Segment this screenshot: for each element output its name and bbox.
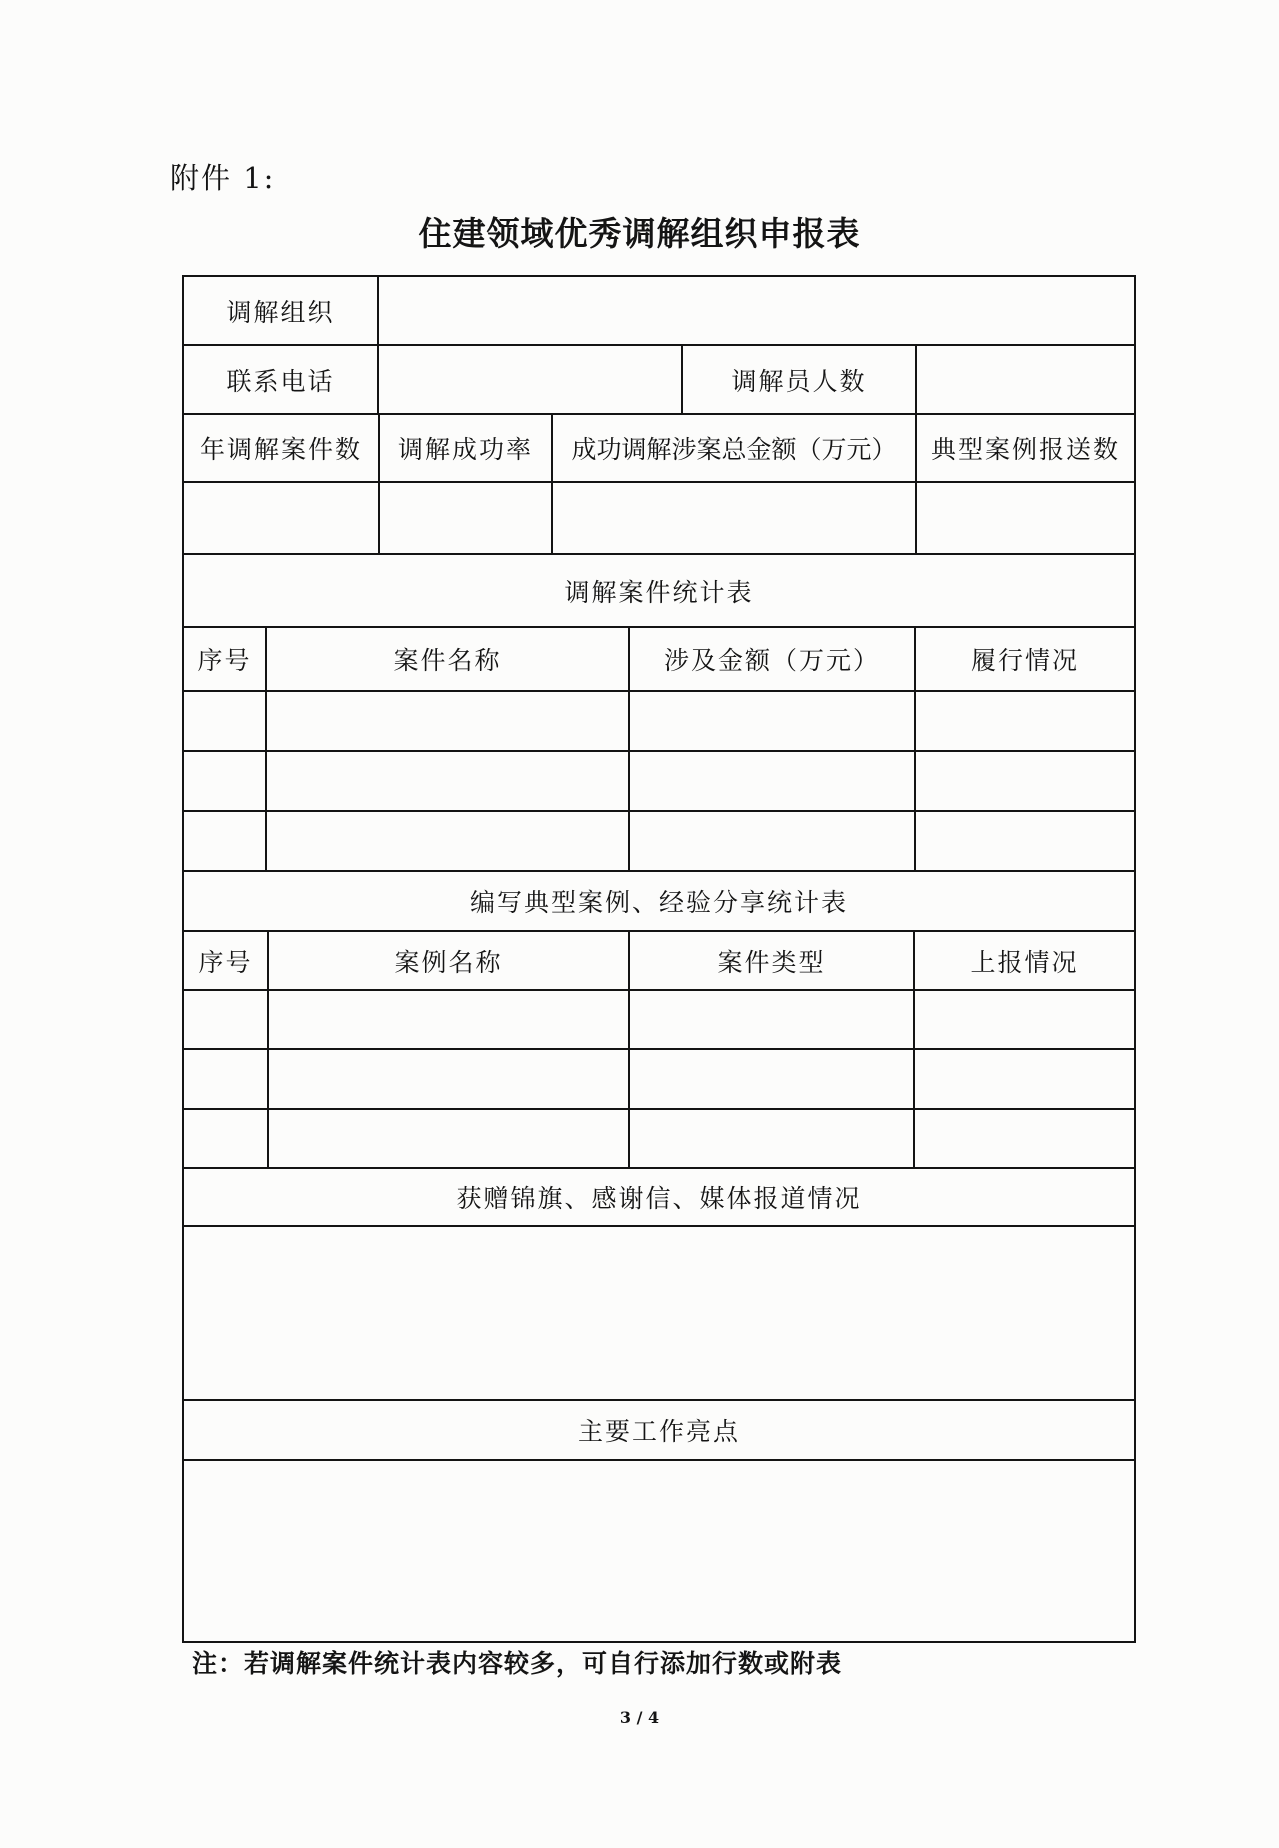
table-cell (916, 692, 1136, 752)
case-stats-title-row (184, 555, 1136, 628)
table-cell (915, 991, 1136, 1050)
table-cell (630, 1050, 915, 1110)
table-cell (184, 812, 267, 872)
org-label: 调解组织 (184, 277, 379, 346)
table-cell (269, 1110, 630, 1169)
case-stats-header-row (184, 628, 1136, 692)
case-stats-header-status: 履行情况 (916, 628, 1136, 692)
table-cell (915, 1050, 1136, 1110)
table-row (184, 1050, 1136, 1110)
total-amount-header: 成功调解涉案总金额（万元） (553, 415, 917, 483)
typical-cases-title: 编写典型案例、经验分享统计表 (184, 872, 1136, 932)
highlights-content-row (184, 1461, 1136, 1643)
highlights-title: 主要工作亮点 (184, 1401, 1136, 1461)
typical-cases-count-value (917, 483, 1136, 555)
table-cell (184, 692, 267, 752)
table-cell (630, 692, 916, 752)
table-cell (267, 752, 630, 812)
typical-cases-count-header: 典型案例报送数 (917, 415, 1136, 483)
table-row (184, 692, 1136, 752)
table-cell (630, 991, 915, 1050)
table-cell (269, 1050, 630, 1110)
table-row (184, 991, 1136, 1050)
stats-value-row (184, 483, 1136, 555)
typical-cases-header-report: 上报情况 (915, 932, 1136, 991)
table-cell (916, 812, 1136, 872)
table-cell (630, 1110, 915, 1169)
table-cell (184, 1050, 269, 1110)
table-cell (630, 752, 916, 812)
table-row (184, 812, 1136, 872)
typical-cases-header-name: 案例名称 (269, 932, 630, 991)
phone-label: 联系电话 (184, 346, 379, 415)
contact-row (184, 346, 1136, 415)
table-cell (630, 812, 916, 872)
typical-cases-header-type: 案件类型 (630, 932, 915, 991)
org-row (184, 277, 1136, 346)
typical-cases-header-row (184, 932, 1136, 991)
honors-title: 获赠锦旗、感谢信、媒体报道情况 (184, 1169, 1136, 1227)
table-cell (269, 991, 630, 1050)
mediator-count-label: 调解员人数 (683, 346, 917, 415)
org-value (379, 277, 1136, 346)
total-amount-value (553, 483, 917, 555)
case-stats-header-amount: 涉及金额（万元） (630, 628, 916, 692)
attachment-label: 附件 1: (170, 161, 276, 195)
table-cell (915, 1110, 1136, 1169)
footnote: 注：若调解案件统计表内容较多，可自行添加行数或附表 (192, 1649, 843, 1678)
mediator-count-value (917, 346, 1136, 415)
table-cell (916, 752, 1136, 812)
annual-cases-header: 年调解案件数 (184, 415, 380, 483)
case-stats-header-name: 案件名称 (267, 628, 630, 692)
highlights-content (184, 1461, 1136, 1643)
success-rate-value (380, 483, 553, 555)
annual-cases-value (184, 483, 380, 555)
table-cell (267, 692, 630, 752)
application-form-table (182, 275, 1136, 1643)
honors-content (184, 1227, 1136, 1401)
page-title: 住建领域优秀调解组织申报表 (418, 214, 861, 253)
case-stats-title: 调解案件统计表 (184, 555, 1136, 628)
case-stats-header-no: 序号 (184, 628, 267, 692)
highlights-title-row (184, 1401, 1136, 1461)
honors-title-row (184, 1169, 1136, 1227)
table-cell (267, 812, 630, 872)
success-rate-header: 调解成功率 (380, 415, 553, 483)
table-row (184, 1110, 1136, 1169)
table-cell (184, 752, 267, 812)
phone-value (379, 346, 683, 415)
table-row (184, 752, 1136, 812)
table-cell (184, 991, 269, 1050)
typical-cases-title-row (184, 872, 1136, 932)
typical-cases-header-no: 序号 (184, 932, 269, 991)
stats-header-row (184, 415, 1136, 483)
page-number: 3 / 4 (619, 1708, 660, 1727)
table-cell (184, 1110, 269, 1169)
honors-content-row (184, 1227, 1136, 1401)
